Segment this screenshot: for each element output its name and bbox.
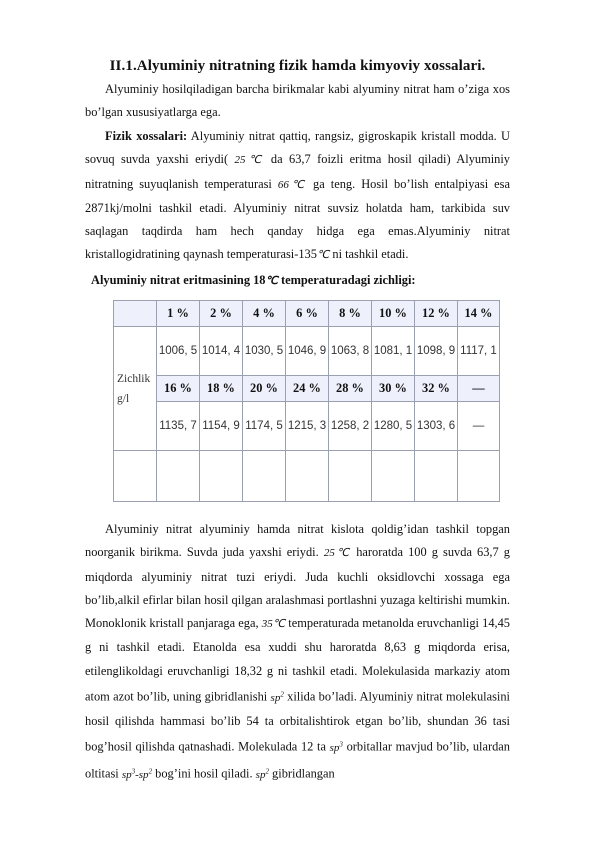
table-header-cell: 14 % — [458, 301, 500, 327]
table-value-cell: 1081, 1 — [372, 327, 415, 376]
chemical-text-7: gibridlangan — [268, 766, 335, 781]
table-header-cell: 24 % — [286, 376, 329, 402]
table-value-cell: 1174, 5 — [243, 402, 286, 451]
table-caption-unit: ℃ — [265, 275, 278, 287]
table-value-cell: 1063, 8 — [329, 327, 372, 376]
temperature-135-unit: ℃ — [316, 249, 330, 262]
sp-superscript: 2 — [265, 767, 269, 776]
table-value-cell: 1135, 7 — [157, 402, 200, 451]
temperature-25: 25℃ — [234, 154, 265, 167]
sp-superscript: 3 — [339, 740, 343, 749]
table-value-cell: 1303, 6 — [415, 402, 458, 451]
table-empty-cell — [286, 451, 329, 502]
table-header-row-2 — [114, 376, 500, 402]
table-value-cell: 1154, 9 — [200, 402, 243, 451]
table-empty-cell — [372, 451, 415, 502]
table-header-cell: 1 % — [157, 301, 200, 327]
table-value-cell: 1258, 2 — [329, 402, 372, 451]
chemical-text-2: haroratda 100 g suvda 63,7 g miqdorda alyuminiy nitrat tuzi eriydi. Juda kuchli oksidlovchi xossaga ega bo’lib,alkil efirlar bilan hosil qilgan aralashmasi portlashni yuzaga keltirishi mumkin. Monoklonik kristall panjaraga ega, — [85, 545, 510, 631]
temperature-66: 66℃ — [277, 178, 308, 191]
table-empty-row — [114, 451, 500, 502]
table-header-cell: 6 % — [286, 301, 329, 327]
hybridization-sp3 — [330, 742, 343, 754]
chemical-text-3: temperaturada metanolda eruvchanligi 14,45 g ni tashkil etadi. Etanolda esa xuddi shu haroratda 8,63 g miqdorda erisa, etilenglikoldagi eruvchanligi 18,32 g ni tashkil etadi. Molekulasida markaziy atom atom azot bo’lib, uning gibridlanishi — [85, 616, 510, 704]
table-header-cell: 18 % — [200, 376, 243, 402]
table-header-cell: 4 % — [243, 301, 286, 327]
table-caption-text-end: temperaturadagi zichligi: — [277, 273, 416, 287]
temperature-25b: 25℃ — [323, 547, 352, 560]
table-value-cell: 1030, 5 — [243, 327, 286, 376]
sp-superscript: 2 — [280, 690, 284, 699]
table-empty-cell — [157, 451, 200, 502]
table-header-cell: 12 % — [415, 301, 458, 327]
table-header-cell: 30 % — [372, 376, 415, 402]
table-header-cell: — — [458, 376, 500, 402]
sp-text: sp — [121, 768, 132, 781]
table-header-cell: 8 % — [329, 301, 372, 327]
dash: - — [135, 768, 139, 781]
sp-superscript: 2 — [148, 767, 153, 776]
physical-text-4: ni tashkil etadi. — [329, 247, 409, 262]
hybridization-sp2c — [256, 769, 269, 781]
physical-text-2: da 63,7 foizli eritma hosil qiladi) Alyuminiy nitratning suyuqlanish temperaturasi — [85, 152, 511, 191]
sp-text: sp — [255, 768, 266, 781]
sp-superscript: 3 — [131, 767, 136, 776]
table-value-cell: 1098, 9 — [415, 327, 458, 376]
hybridization-sp3-sp2 — [122, 769, 152, 781]
section-title: II.1.Alyuminiy nitratning fizik hamda kimyoviy xossalari. — [109, 58, 486, 74]
table-empty-cell — [200, 451, 243, 502]
table-caption-text: Alyuminiy nitrat eritmasining 18 — [91, 273, 266, 287]
table-empty-cell — [114, 451, 157, 502]
physical-properties-label: Fizik xossalari: — [105, 129, 188, 143]
table-header-cell: 16 % — [157, 376, 200, 402]
row-label-density: Zichlik g/l — [114, 327, 157, 451]
physical-text-1: Alyuminiy nitrat qattiq, rangsiz, gigroskapik kristall modda. U sovuq suvda yaxshi eriydi( — [85, 129, 510, 167]
table-value-row-2 — [114, 402, 500, 451]
chemical-text-6: bog’ini hosil qiladi. — [152, 766, 256, 781]
table-header-cell: 2 % — [200, 301, 243, 327]
table-value-cell: 1215, 3 — [286, 402, 329, 451]
density-table — [113, 300, 500, 502]
table-header-cell: 20 % — [243, 376, 286, 402]
hybridization-sp2 — [271, 692, 284, 704]
physical-text-3: ga teng. Hosil bo’lish entalpiyasi esa 2871kj/molni tashkil etadi. Alyuminiy nitrat suvsiz holatda ham, tarkibida suv saqlagan taqdirda ham hech qanday hidga ega emas.Alyuminiy nitrat kristallogidratining qaynash temperaturasi-135 — [85, 176, 510, 262]
table-header-cell: 32 % — [415, 376, 458, 402]
table-value-row-1 — [114, 327, 500, 376]
table-empty-cell — [458, 451, 500, 502]
table-value-cell: 1117, 1 — [458, 327, 500, 376]
chemical-text-4: xilida bo’ladi. Alyuminiy nitrat molekulasini hosil qilishda hammasi bo’lib 54 ta orbitalishtirok etgan bo’lib, shundan 36 tasi bog’hosil qilishda qatnashadi. Molekulada 12 ta — [85, 689, 510, 754]
table-empty-cell — [415, 451, 458, 502]
temperature-35: 35℃ — [261, 618, 286, 631]
table-header-cell: 28 % — [329, 376, 372, 402]
table-value-cell: 1014, 4 — [200, 327, 243, 376]
chemical-text-5: orbitallar mavjud bo’lib, ulardan oltitasi — [85, 739, 510, 781]
table-caption — [91, 273, 416, 288]
table-value-cell: 1006, 5 — [157, 327, 200, 376]
sp-text: sp — [329, 741, 340, 754]
table-empty-cell — [329, 451, 372, 502]
table-value-cell: 1046, 9 — [286, 327, 329, 376]
sp-text: sp — [270, 691, 281, 704]
chemical-text-1: Alyuminiy nitrat alyuminiy hamda nitrat kislota qoldig’idan tashkil topgan noorganik birikma. Suvda juda yaxshi eriydi. — [85, 522, 510, 560]
sp-text: sp — [138, 768, 149, 781]
table-value-cell: 1280, 5 — [372, 402, 415, 451]
table-header-cell: 10 % — [372, 301, 415, 327]
table-corner-cell — [114, 301, 157, 327]
table-header-row-1 — [114, 301, 500, 327]
table-value-cell: — — [458, 402, 500, 451]
intro-paragraph: Alyuminiy hosilqiladigan barcha birikmalar kabi alyuminy nitrat ham o’ziga xos bo’lgan xususiyatlarga ega. — [85, 82, 510, 120]
table-empty-cell — [243, 451, 286, 502]
chemical-properties-paragraph — [85, 518, 510, 787]
physical-properties-paragraph — [85, 125, 510, 268]
